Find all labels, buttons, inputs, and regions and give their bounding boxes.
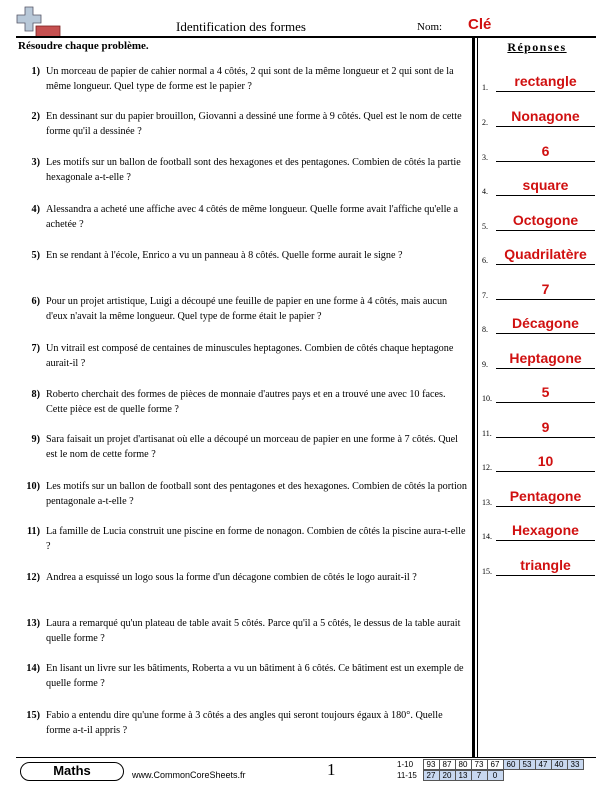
answer-line [496,368,595,369]
problem-text: Les motifs sur un ballon de football sont des hexagones et des pentagones. Combien de côtés la partie hexagonale a-t-elle ? [46,157,461,183]
problem-number: 13) [26,618,40,629]
score-row-label: 11-15 [397,771,417,780]
site-url: www.CommonCoreSheets.fr [132,770,246,780]
problem-text: Laura a remarqué qu'un plateau de table avait 5 côtés. Parce qu'il a 5 côtés, le dessus de la table aurait quelle forme ? [46,618,461,644]
score-cell: 40 [551,760,567,770]
problem-text: En se rendant à l'école, Enrico a vu un panneau à 8 côtés. Quelle forme aurait le signe ? [46,250,403,261]
answer-line [496,402,595,403]
score-cell: 60 [503,760,519,770]
problem-number: 14) [26,663,40,674]
answer-line [496,437,595,438]
name-label: Nom: [417,21,443,33]
answer-value: 5 [541,384,550,400]
score-cell: 33 [567,760,583,770]
score-cell: 53 [519,760,535,770]
problem-text: Alessandra a acheté une affiche avec 4 côtés de même longueur. Quelle forme avait l'affiche qu'elle a achetée ? [46,204,459,230]
score-cell: 47 [535,760,551,770]
answer-number: 14. [482,532,492,541]
answer-item [480,282,595,300]
problem-number: 9) [31,434,40,445]
column-divider-thin [477,38,478,758]
score-row-label: 1-10 [397,760,414,769]
answer-line [496,506,595,507]
answer-line [496,264,595,265]
score-cell: 73 [471,760,487,770]
problem-text: Un vitrail est composé de centaines de minuscules heptagones. Combien de côtés chaque heptagone aurait-il ? [46,343,454,369]
answer-value: 10 [537,453,554,469]
problem-number: 15) [26,710,40,721]
problem-text: Fabio a entendu dire qu'une forme à 3 côtés a des angles qui seront toujours égaux à 180°. Quelle forme a-t-il appris ? [46,710,443,736]
answer-value: Quadrilatère [504,246,587,262]
answer-item [480,178,595,196]
answer-number: 6. [482,256,488,265]
answer-value: Pentagone [509,488,582,504]
answer-item [480,144,595,162]
problem-number: 3) [31,157,40,168]
answer-item [480,489,595,507]
answer-line [496,471,595,472]
answer-value: Hexagone [512,522,579,538]
score-row [397,759,584,770]
answer-line [496,333,595,334]
answer-line [496,540,595,541]
answer-number: 11. [482,429,492,438]
answer-item [480,247,595,265]
problem-number: 6) [31,296,40,307]
answer-item [480,523,595,541]
answer-value: triangle [520,557,571,573]
problem-text: En lisant un livre sur les bâtiments, Roberta a vu un bâtiment à 6 côtés. Ce bâtiment est un exemple de quelle forme ? [46,663,464,689]
score-cell: 80 [455,760,471,770]
answer-value: Heptagone [509,350,582,366]
name-value: Clé [468,16,492,33]
answer-number: 15. [482,567,492,576]
answer-value: 9 [541,419,550,435]
problem-text: La famille de Lucia construit une piscine en forme de nonagon. Combien de côtés la piscine aura-t-elle ? [46,526,466,552]
answer-value: rectangle [514,73,577,89]
answers-heading: Réponses [507,40,567,54]
page-number: 1 [327,760,336,779]
problem-number: 10) [26,481,40,492]
problem-text: En dessinant sur du papier brouillon, Giovanni a dessiné une forme à 9 côtés. Quel est le nom de cette forme qu'il a dessinée ? [46,111,462,137]
worksheet-title: Identification des formes [176,19,306,34]
answer-number: 2. [482,118,488,127]
answer-value: Nonagone [511,108,580,124]
subject-badge: Maths [20,762,124,781]
answer-line [496,195,595,196]
problem-number: 8) [31,389,40,400]
answer-item [480,420,595,438]
answer-number: 10. [482,394,492,403]
plus-ruler-logo-icon [16,6,62,40]
answer-line [496,161,595,162]
answer-line [496,299,595,300]
answer-number: 9. [482,360,488,369]
column-divider [472,38,475,758]
problem-text: Andrea a esquissé un logo sous la forme d'un décagone combien de côtés le logo aurait-il ? [46,572,417,583]
answer-line [496,575,595,576]
answer-item [480,74,595,92]
answer-value: 7 [541,281,550,297]
score-cell: 7 [471,771,487,781]
header-rule [16,36,596,38]
problem-text: Sara faisait un projet d'artisanat où elle a découpé un morceau de papier en une forme à 7 côtés. Quel est le nom de cette forme ? [46,434,458,460]
answer-number: 4. [482,187,488,196]
answer-line [496,126,595,127]
problem-text: Un morceau de papier de cahier normal a 4 côtés, 2 qui sont de la même longueur et 2 qui sont de la même longueur. Quel type de forme est le papier ? [46,66,454,92]
answer-line [496,91,595,92]
answer-item [480,454,595,472]
score-cell: 67 [487,760,503,770]
answer-number: 12. [482,463,492,472]
answer-value: Décagone [512,315,579,331]
score-cell: 93 [423,760,439,770]
score-cell: 27 [423,771,439,781]
score-cell: 0 [487,771,503,781]
problem-number: 5) [31,250,40,261]
answer-number: 5. [482,222,488,231]
score-cell: 20 [439,771,455,781]
answer-number: 7. [482,291,488,300]
answer-item [480,109,595,127]
problem-number: 11) [26,526,40,537]
answer-number: 8. [482,325,488,334]
answer-number: 3. [482,153,488,162]
score-row [397,770,504,781]
problem-number: 2) [31,111,40,122]
answer-value: Octogone [512,212,579,228]
answer-item [480,351,595,369]
answer-item [480,558,595,576]
problem-number: 4) [31,204,40,215]
problem-text: Pour un projet artistique, Luigi a découpé une feuille de papier en une forme à 4 côtés, mais aucun d'eux n'avait la même longueur. Quel type de forme était le papier ? [46,296,448,322]
answer-number: 1. [482,83,488,92]
score-cell: 13 [455,771,471,781]
problem-text: Roberto cherchait des formes de pièces de monnaie d'autres pays et en a trouvé une avec 10 faces. Cette pièce est de quelle forme ? [46,389,446,415]
answer-value: 6 [541,143,550,159]
answer-value: square [522,177,569,193]
answer-line [496,230,595,231]
instructions: Résoudre chaque problème. [18,40,149,52]
answer-item [480,213,595,231]
problem-number: 12) [26,572,40,583]
score-cell: 87 [439,760,455,770]
answer-item [480,316,595,334]
problem-number: 1) [31,66,40,77]
answer-item [480,385,595,403]
answer-number: 13. [482,498,492,507]
problem-number: 7) [31,343,40,354]
footer-rule [16,757,596,758]
problem-text: Les motifs sur un ballon de football sont des pentagones et des hexagones. Combien de côtés la portion pentagonale a-t-elle ? [46,481,467,507]
